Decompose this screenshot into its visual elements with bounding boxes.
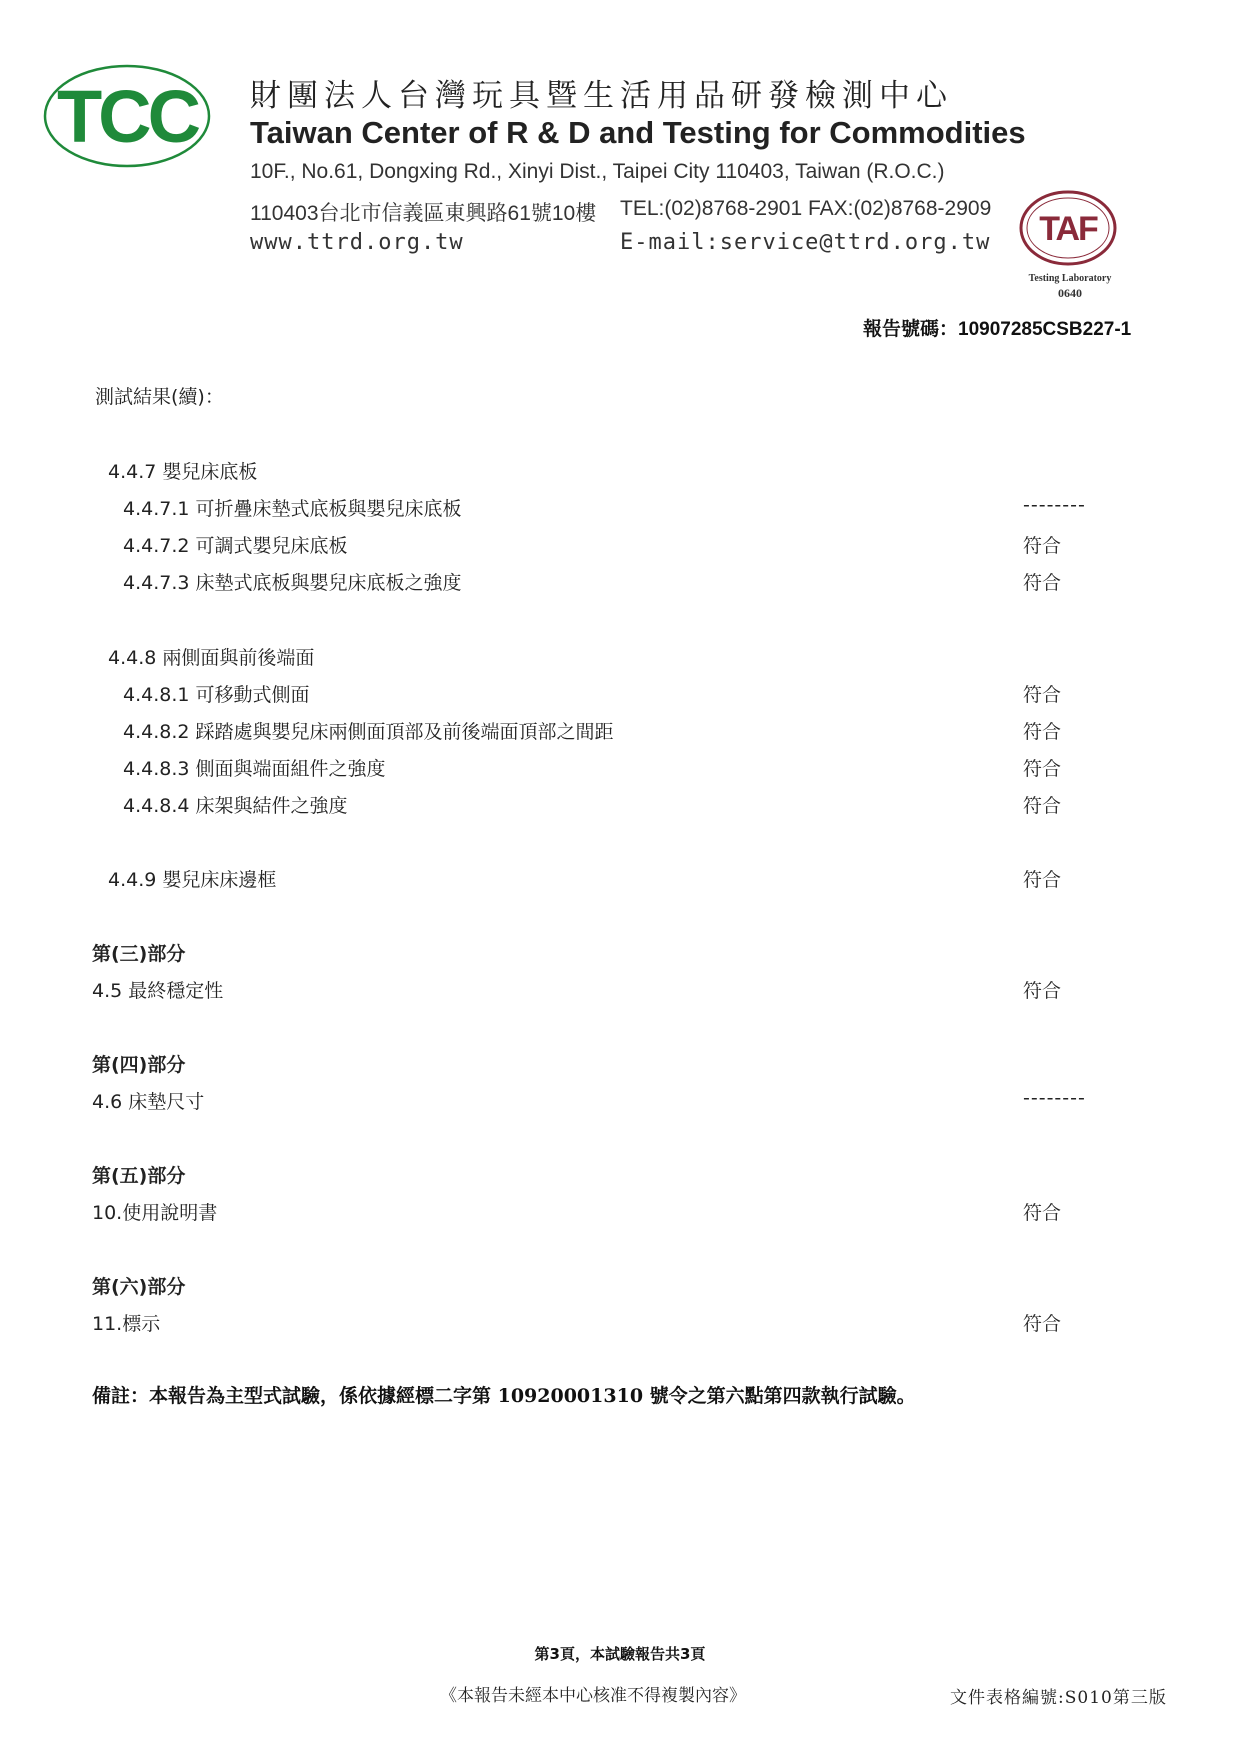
result-label: 4.4.9 嬰兒床床邊框 xyxy=(108,869,277,891)
remark: 備註：本報告為主型式試驗，係依據經標二字第 10920001310 號令之第六點第四款執行試驗。 xyxy=(92,1385,916,1407)
tel-fax: TEL:(02)8768-2901 FAX:(02)8768-2909 xyxy=(620,197,992,220)
result-value: 符合 xyxy=(1023,535,1062,557)
tcc-logo xyxy=(42,62,212,170)
org-name-en: Taiwan Center of R & D and Testing for Commodities xyxy=(250,115,1026,150)
result-label: 4.4.7.1 可折疊床墊式底板與嬰兒床底板 xyxy=(123,498,462,520)
section-title: 測試結果(續)： xyxy=(95,386,224,408)
copy-notice: 《本報告未經本中心核准不得複製內容》 xyxy=(440,1686,746,1706)
taf-logo-text: TAF xyxy=(1039,210,1097,248)
page-info: 第3頁，本試驗報告共3頁 xyxy=(534,1645,706,1663)
result-label: 4.4.7.3 床墊式底板與嬰兒床底板之強度 xyxy=(123,572,462,594)
result-label: 4.4.8.3 側面與端面組件之強度 xyxy=(123,758,386,780)
result-value: 符合 xyxy=(1023,869,1062,891)
result-value: 符合 xyxy=(1023,684,1062,706)
org-name-cn: 財團法人台灣玩具暨生活用品研發檢測中心 xyxy=(250,78,953,114)
tcc-logo-text: TCC xyxy=(56,75,198,158)
part-label: 4.6 床墊尺寸 xyxy=(92,1091,205,1113)
part-heading: 第(三)部分 xyxy=(92,943,186,965)
result-value: -------- xyxy=(1023,494,1086,516)
part-label: 11.標示 xyxy=(92,1313,161,1335)
result-label: 4.4.8.2 踩踏處與嬰兒床兩側面頂部及前後端面頂部之間距 xyxy=(123,721,614,743)
part-label: 4.5 最終穩定性 xyxy=(92,980,224,1002)
address-en: 10F., No.61, Dongxing Rd., Xinyi Dist., Taipei City 110403, Taiwan (R.O.C.) xyxy=(250,160,945,183)
form-code: 文件表格編號:S010第三版 xyxy=(950,1688,1167,1708)
taf-caption-block xyxy=(1010,272,1130,300)
part-result: 符合 xyxy=(1023,980,1062,1002)
address-cn: 110403台北市信義區東興路61號10樓 xyxy=(250,202,597,225)
result-label: 4.4.8.1 可移動式側面 xyxy=(123,684,310,706)
website-link[interactable]: www.ttrd.org.tw xyxy=(250,230,464,255)
part-result: -------- xyxy=(1023,1087,1086,1109)
result-label: 4.4.7 嬰兒床底板 xyxy=(108,461,258,483)
result-label: 4.4.8 兩側面與前後端面 xyxy=(108,647,315,669)
report-number: 報告號碼：10907285CSB227-1 xyxy=(863,319,1132,340)
email-link[interactable]: E-mail:service@ttrd.org.tw xyxy=(620,230,991,255)
part-heading: 第(六)部分 xyxy=(92,1276,186,1298)
result-value: 符合 xyxy=(1023,795,1062,817)
result-value: 符合 xyxy=(1023,721,1062,743)
taf-caption: Testing Laboratory xyxy=(1028,273,1112,284)
result-label: 4.4.7.2 可調式嬰兒床底板 xyxy=(123,535,348,557)
result-label: 4.4.8.4 床架與結件之強度 xyxy=(123,795,348,817)
taf-logo xyxy=(1018,188,1118,268)
part-heading: 第(五)部分 xyxy=(92,1165,186,1187)
part-label: 10.使用說明書 xyxy=(92,1202,218,1224)
taf-number: 0640 xyxy=(1058,286,1082,300)
part-result: 符合 xyxy=(1023,1313,1062,1335)
part-heading: 第(四)部分 xyxy=(92,1054,186,1076)
part-result: 符合 xyxy=(1023,1202,1062,1224)
result-value: 符合 xyxy=(1023,572,1062,594)
result-value: 符合 xyxy=(1023,758,1062,780)
